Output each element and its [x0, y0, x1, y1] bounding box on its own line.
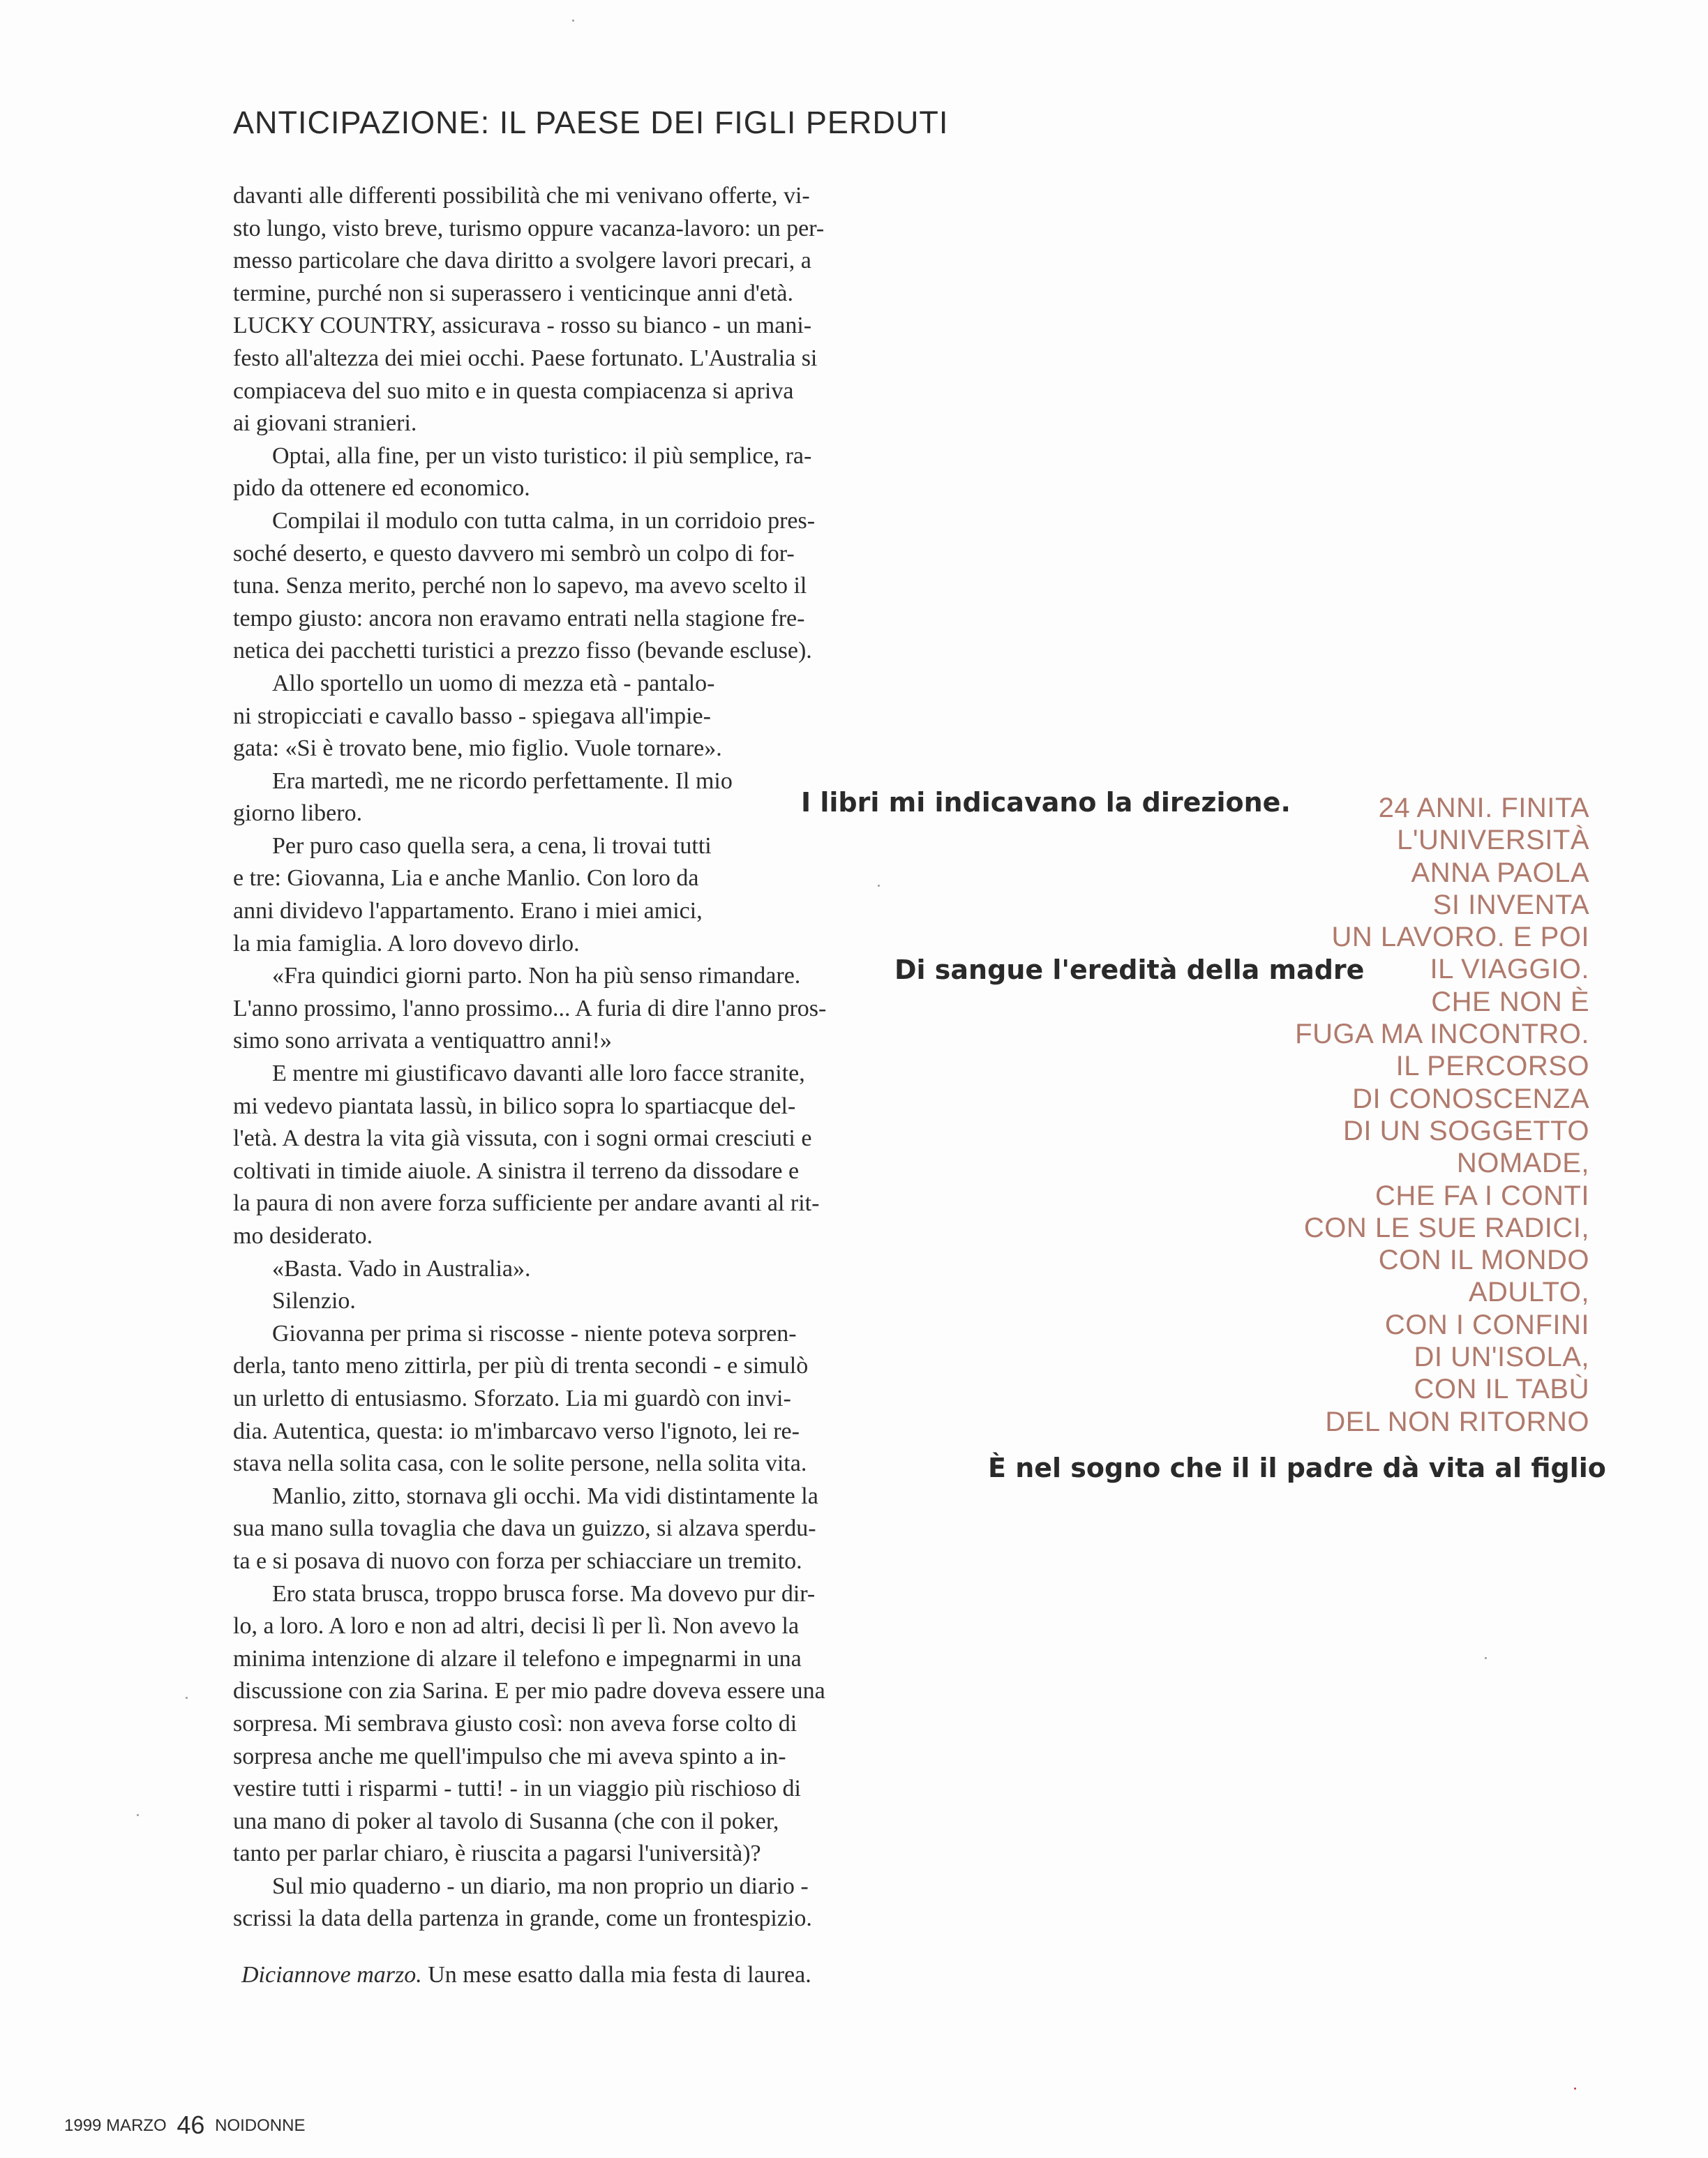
body-line: l'età. A destra la vita già vissuta, con i sogni ormai cresciuti e	[233, 1125, 812, 1152]
body-line: festo all'altezza dei miei occhi. Paese fortunato. L'Australia si	[233, 345, 818, 371]
body-line: termine, purché non si superassero i venticinque anni d'età.	[233, 280, 793, 306]
pullquote-dream: È nel sogno che il il padre dà vita al figlio	[988, 1453, 1606, 1483]
body-line: discussione con zia Sarina. E per mio padre doveva essere una	[233, 1678, 825, 1704]
sidebar-line: IL VIAGGIO.	[1430, 954, 1589, 985]
body-line: ta e si posava di nuovo con forza per schiacciare un tremito.	[233, 1548, 802, 1574]
sidebar-summary	[1295, 792, 1589, 1438]
pullquote-blood: Di sangue l'eredità della madre	[894, 954, 1365, 985]
body-line: Silenzio.	[272, 1288, 356, 1314]
body-column	[233, 180, 868, 1935]
sidebar-line: ANNA PAOLA	[1411, 857, 1589, 888]
sidebar-line: DEL NON RITORNO	[1325, 1406, 1589, 1437]
sidebar-line: L'UNIVERSITÀ	[1397, 825, 1589, 856]
body-line: LUCKY COUNTRY, assicurava - rosso su bianco - un mani-	[233, 313, 812, 339]
closing-text: Un mese esatto dalla mia festa di laurea.	[421, 1962, 811, 1988]
body-line: Allo sportello un uomo di mezza età - pantalo-	[272, 670, 715, 696]
body-line: tuna. Senza merito, perché non lo sapevo, ma avevo scelto il	[233, 573, 807, 599]
sidebar-line: SI INVENTA	[1432, 889, 1589, 920]
body-line: lo, a loro. A loro e non ad altri, decisi lì per lì. Non avevo la	[233, 1613, 800, 1640]
scan-speck	[186, 1697, 188, 1699]
page-number: 46	[177, 2111, 205, 2139]
sidebar-line: CON IL TABÙ	[1414, 1374, 1589, 1405]
body-line: e tre: Giovanna, Lia e anche Manlio. Con loro da	[233, 865, 699, 892]
body-line: tempo giusto: ancora non eravamo entrati nella stagione fre-	[233, 605, 805, 631]
body-line: sorpresa. Mi sembrava giusto così: non aveva forse colto di	[233, 1710, 797, 1737]
body-line: Compilai il modulo con tutta calma, in un corridoio pres-	[272, 507, 816, 534]
body-line: Sul mio quaderno - un diario, ma non proprio un diario -	[272, 1873, 809, 1899]
body-line: dia. Autentica, questa: io m'imbarcavo verso l'ignoto, lei re-	[233, 1418, 800, 1444]
body-line: ni stropicciati e cavallo basso - spiegava all'impie-	[233, 703, 711, 729]
body-line: E mentre mi giustificavo davanti alle loro facce stranite,	[272, 1061, 805, 1087]
body-line: simo sono arrivata a ventiquattro anni!»	[233, 1028, 612, 1054]
sidebar-line: NOMADE,	[1456, 1148, 1589, 1179]
scan-speck	[878, 885, 880, 887]
body-line: una mano di poker al tavolo di Susanna (che con il poker,	[233, 1808, 779, 1834]
body-line: un urletto di entusiasmo. Sforzato. Lia mi guardò con invi-	[233, 1385, 791, 1411]
body-line: scrissi la data della partenza in grande, come un frontespizio.	[233, 1905, 812, 1932]
sidebar-line: DI UN SOGGETTO	[1343, 1115, 1589, 1146]
scan-speck	[137, 1814, 139, 1816]
body-line: sua mano sulla tovaglia che dava un guizzo, si alzava sperdu-	[233, 1515, 816, 1542]
magazine-name: NOIDONNE	[215, 2116, 306, 2135]
sidebar-line: DI CONOSCENZA	[1352, 1083, 1589, 1114]
scan-speck	[572, 20, 574, 22]
sidebar-line: IL PERCORSO	[1395, 1051, 1589, 1082]
body-line: la mia famiglia. A loro dovevo dirlo.	[233, 930, 580, 957]
body-line: anni dividevo l'appartamento. Erano i miei amici,	[233, 898, 703, 924]
body-line: netica dei pacchetti turistici a prezzo fisso (bevande escluse).	[233, 638, 812, 664]
body-line: mi vedevo piantata lassù, in bilico sopra lo spartiacque del-	[233, 1093, 796, 1119]
folio-month: MARZO	[106, 2116, 167, 2135]
body-line: soché deserto, e questo davvero mi sembrò un colpo di for-	[233, 540, 795, 567]
body-line: la paura di non avere forza sufficiente per andare avanti al rit-	[233, 1190, 820, 1217]
body-line: derla, tanto meno zittirla, per più di trenta secondi - e simulò	[233, 1353, 809, 1379]
body-line: messo particolare che dava diritto a svolgere lavori precari, a	[233, 248, 811, 274]
folio-year: 1999	[64, 2116, 102, 2135]
body-line: ai giovani stranieri.	[233, 410, 417, 437]
pullquote-books: I libri mi indicavano la direzione.	[801, 787, 1291, 818]
sidebar-line: CON LE SUE RADICI,	[1303, 1212, 1589, 1243]
body-line: Giovanna per prima si riscosse - niente poteva sorpren-	[272, 1320, 797, 1347]
closing-line	[241, 1962, 811, 1988]
body-line: giorno libero.	[233, 800, 363, 827]
closing-date: Diciannove marzo.	[241, 1962, 422, 1988]
body-line: Ero stata brusca, troppo brusca forse. Ma dovevo pur dir-	[272, 1580, 816, 1607]
sidebar-line: 24 ANNI. FINITA	[1378, 793, 1589, 823]
scan-speck	[1485, 1657, 1487, 1659]
body-line: minima intenzione di alzare il telefono e impegnarmi in una	[233, 1645, 802, 1672]
body-line: sto lungo, visto breve, turismo oppure vacanza-lavoro: un per-	[233, 215, 825, 241]
sidebar-line: CHE NON È	[1431, 986, 1589, 1017]
body-line: Per puro caso quella sera, a cena, li trovai tutti	[272, 832, 712, 859]
body-line: «Fra quindici giorni parto. Non ha più senso rimandare.	[272, 963, 801, 989]
body-line: compiaceva del suo mito e in questa compiacenza si apriva	[233, 377, 794, 404]
body-line: pido da ottenere ed economico.	[233, 475, 530, 502]
sidebar-line: CON I CONFINI	[1384, 1309, 1589, 1340]
folio	[64, 2111, 305, 2140]
sidebar-line: UN LAVORO. E POI	[1331, 922, 1589, 953]
sidebar-line: FUGA MA INCONTRO.	[1295, 1019, 1589, 1050]
sidebar-line: CON IL MONDO	[1378, 1245, 1589, 1276]
body-line: mo desiderato.	[233, 1223, 373, 1249]
body-line: Optai, alla fine, per un visto turistico: il più semplice, ra-	[272, 442, 812, 469]
sidebar-line: ADULTO,	[1468, 1277, 1589, 1308]
scan-speck	[1574, 2088, 1576, 2090]
body-line: davanti alle differenti possibilità che mi venivano offerte, vi-	[233, 183, 810, 209]
body-line: tanto per parlar chiaro, è riuscita a pagarsi l'università)?	[233, 1841, 761, 1867]
body-line: coltivati in timide aiuole. A sinistra il terreno da dissodare e	[233, 1157, 800, 1184]
body-line: «Basta. Vado in Australia».	[272, 1255, 531, 1282]
body-line: Era martedì, me ne ricordo perfettamente. Il mio	[272, 767, 733, 794]
body-line: stava nella solita casa, con le solite persone, nella solita vita.	[233, 1451, 807, 1477]
running-head: ANTICIPAZIONE: IL PAESE DEI FIGLI PERDUTI	[233, 105, 949, 140]
sidebar-line: DI UN'ISOLA,	[1414, 1342, 1589, 1373]
body-line: gata: «Si è trovato bene, mio figlio. Vuole tornare».	[233, 735, 722, 762]
body-line: L'anno prossimo, l'anno prossimo... A furia di dire l'anno pros-	[233, 995, 827, 1021]
sidebar-line: CHE FA I CONTI	[1374, 1180, 1589, 1211]
body-line: sorpresa anche me quell'impulso che mi aveva spinto a in-	[233, 1743, 786, 1769]
body-line: vestire tutti i risparmi - tutti! - in un viaggio più rischioso di	[233, 1776, 802, 1802]
body-line: Manlio, zitto, stornava gli occhi. Ma vidi distintamente la	[272, 1483, 818, 1509]
